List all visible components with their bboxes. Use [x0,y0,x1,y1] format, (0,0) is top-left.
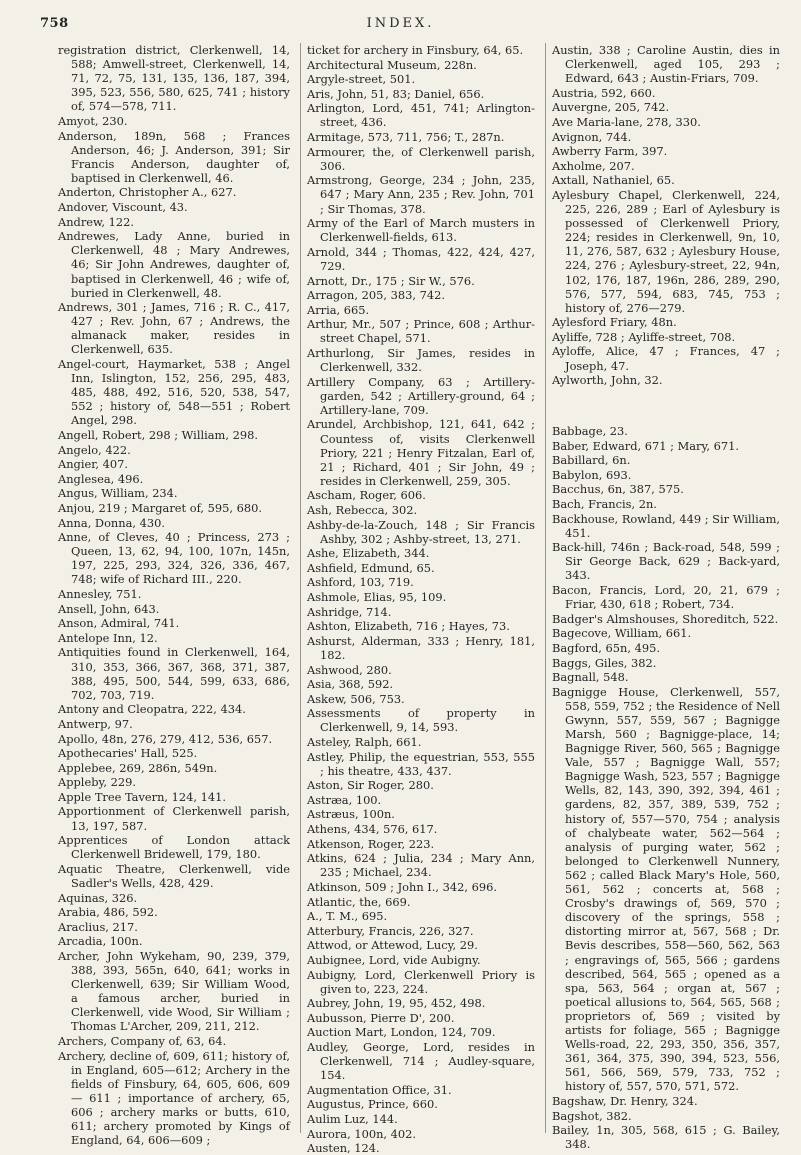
index-entry: Ayloffe, Alice, 47 ; Frances, 47 ; Joseph, 47. [552,344,781,373]
index-entry: Astley, Philip, the equestrian, 553, 555 ; his theatre, 433, 437. [306,749,535,778]
index-entry: Apple Tree Tavern, 124, 141. [58,789,227,804]
index-entry: Angus, William, 234. [58,486,178,501]
index-entry: Bagnall, 548. [552,670,629,685]
index-entry: Augmentation Office, 31. [306,1082,452,1097]
index-entry: Babbage, 23. [552,424,628,439]
index-entry: Bailey, 1n, 305, 568, 615 ; G. Bailey, 348. [552,1123,781,1152]
index-entry: Antiquities found in Clerkenwell, 164, 310, 353, 366, 367, 368, 371, 387, 388, 495, 500, 544, 599, 633, 686, 702, 703, 719. [58,645,290,702]
index-entry: Anson, Admiral, 741. [58,616,180,631]
index-entry: Anne, of Cleves, 40 ; Princess, 273 ; Queen, 13, 62, 94, 100, 107n, 145n, 197, 225, 293, 324, 326, 336, 467, 748; wife of Richard III., 220. [58,530,290,587]
index-entry: Ansell, John, 643. [58,601,160,616]
index-entry: Attwod, or Attewod, Lucy, 29. [306,938,478,953]
index-entry: Archers, Company of, 63, 64. [58,1033,227,1048]
index-entry: Anderson, 189n, 568 ; Frances Anderson, 46; J. Anderson, 391; Sir Francis Anderson, daughter of, baptised in Clerkenwell, 46. [58,128,290,185]
index-entry: Austin, 338 ; Caroline Austin, dies in Clerkenwell, aged 105, 293 ; Edward, 643 ; Austin-Friars, 709. [552,43,781,86]
index-entry: Armstrong, George, 234 ; John, 235, 647 ; Mary Ann, 235 ; Rev. John, 701 ; Sir Thomas, 378. [306,173,535,216]
index-entry: Ascham, Roger, 606. [306,488,426,503]
index-entry: Aston, Sir Roger, 280. [306,778,434,793]
index-entry: Ashe, Elizabeth, 344. [306,546,430,561]
index-entry: Anna, Donna, 430. [58,515,165,530]
index-entry: Angier, 407. [58,457,129,472]
index-entry: Atkins, 624 ; Julia, 234 ; Mary Ann, 235 ; Michael, 234. [306,851,535,880]
index-entry: Antwerp, 97. [58,716,133,731]
index-entry: Austen, 124. [306,1141,380,1155]
index-entry: Amyot, 230. [58,113,128,128]
index-entry: Aylesford Friary, 48n. [552,315,677,330]
index-entry: Andrew, 122. [58,214,135,229]
index-entry: Armourer, the, of Clerkenwell parish, 306. [306,144,535,173]
index-entry: Arthurlong, Sir James, resides in Clerkenwell, 332. [306,345,535,375]
index-entry: Aquinas, 326. [58,890,138,905]
index-entry: Artillery Company, 63 ; Artillery-garden, 542 ; Artillery-ground, 64 ; Artillery-lane, 709. [306,374,535,417]
index-entry: Aubusson, Pierre D', 200. [306,1010,455,1025]
index-entry: Angelo, 422. [58,442,131,457]
index-entry: Anglesea, 496. [58,471,144,486]
index-entry: Babillard, 6n. [552,453,631,468]
index-entry: Baggs, Giles, 382. [552,655,657,670]
index-entry: Bagecove, William, 661. [552,626,692,641]
index-entry: Apportionment of Clerkenwell parish, 13, 197, 587. [58,804,290,833]
index-entry: Araclius, 217. [58,919,138,934]
index-entry: A., T. M., 695. [306,909,388,924]
index-entry: Annesley, 751. [58,587,142,602]
index-entry: Babylon, 693. [552,467,632,482]
index-entry: Arria, 665. [306,302,370,317]
page-header [0,0,801,40]
index-entry: Arragon, 205, 383, 742. [306,288,445,303]
index-column-middle [300,43,535,1155]
index-entry: Ashby-de-la-Zouch, 148 ; Sir Francis Ashby, 302 ; Ashby-street, 13, 271. [306,517,535,546]
index-entry: Armitage, 573, 711, 756; T., 287n. [306,130,505,145]
index-entry: Atlantic, the, 669. [306,894,411,909]
index-entry: Aylworth, John, 32. [552,373,663,388]
index-entry: Back-hill, 746n ; Back-road, 548, 599 ; Sir George Back, 629 ; Back-yard, 343. [552,540,781,583]
index-entry: Ash, Rebecca, 302. [306,503,418,517]
index-entry: registration district, Clerkenwell, 14, 588; Amwell-street, Clerkenwell, 14, 71, 72, 75, 131, 135, 136, 187, 394, 395, 523, 556, 580, 625, 741 ; history of, 574—578, 711. [58,43,290,114]
index-entry: Arcadia, 100n. [58,934,143,949]
index-entry: Applebee, 269, 286n, 549n. [58,760,218,775]
index-entry: Atkinson, 509 ; John I., 342, 696. [306,879,497,894]
index-entry: Bach, Francis, 2n. [552,497,657,511]
index-entry: Andover, Viscount, 43. [58,200,188,215]
index-entry: Assessments of property in Clerkenwell, 9, 14, 593. [306,706,535,735]
index-entry: Bagford, 65n, 495. [552,640,660,655]
index-entry: Aylesbury Chapel, Clerkenwell, 224, 225, 226, 289 ; Earl of Aylesbury is possessed of Clerkenwell Priory, 224; resides in Clerkenwell, 9n, 10, 11, 276, 587, 632 ; Aylesbury House, 224, 276 ; Aylesbury-street, 22, 94n, 102, 176, 187, 196n, 286, 289, 290, 576, 577, 594, 683, 745, 753 ; history of, 276—279. [552,187,781,315]
index-entry: Bacon, Francis, Lord, 20, 21, 679 ; Friar, 430, 618 ; Robert, 734. [552,583,781,612]
index-entry: Austria, 592, 660. [552,85,656,100]
index-entry: Aris, John, 51, 83; Daniel, 656. [306,86,485,101]
index-entry: Baber, Edward, 671 ; Mary, 671. [552,438,739,453]
index-entry: Antony and Cleopatra, 222, 434. [58,702,246,717]
index-entry: Audley, George, Lord, resides in Clerkenwell, 714 ; Audley-square, 154. [306,1039,535,1083]
index-entry: Apollo, 48n, 276, 279, 412, 536, 657. [58,731,273,746]
index-entry: Aubigny, Lord, Clerkenwell Priory is given to, 223, 224. [306,967,535,996]
index-entry: Antelope Inn, 12. [58,630,158,645]
index-entry: Aubignee, Lord, vide Aubigny. [306,952,481,967]
index-entry: Anjou, 219 ; Margaret of, 595, 680. [58,501,262,515]
index-entry: Ayliffe, 728 ; Ayliffe-street, 708. [552,329,736,344]
index-entry: Andrewes, Lady Anne, buried in Clerkenwell, 48 ; Mary Andrewes, 46; Sir John Andrewes, daughter of, baptised in Clerkenwell, 46 ; wife of, buried in Clerkenwell, 48. [58,229,290,300]
running-head: INDEX. [366,16,435,31]
index-entry: Ashmole, Elias, 95, 109. [306,590,447,605]
index-entry: Angel-court, Haymarket, 538 ; Angel Inn, Islington, 152, 256, 295, 483, 485, 488, 492, 516, 520, 538, 547, 552 ; history of, 548—551 ; Robert Angel, 298. [58,357,290,428]
index-entry: Angell, Robert, 298 ; William, 298. [58,428,258,443]
index-entry: Axholme, 207. [552,158,635,173]
index-entry: Arnott, Dr., 175 ; Sir W., 576. [306,273,475,288]
index-column-right [545,43,781,1152]
index-entry: Ashton, Elizabeth, 716 ; Hayes, 73. [306,619,510,634]
index-entry: Ashurst, Alderman, 333 ; Henry, 181, 182. [306,633,535,662]
index-entry: Argyle-street, 501. [306,72,416,87]
index-entry: Ashford, 103, 719. [306,575,414,590]
index-entry: Ashfield, Edmund, 65. [306,560,435,575]
index-entry: Aurora, 100n, 402. [306,1126,417,1141]
index-columns [58,43,781,1155]
index-entry: Arthur, Mr., 507 ; Prince, 608 ; Arthur-street Chapel, 571. [306,317,535,346]
index-entry: Arlington, Lord, 451, 741; Arlington-street, 436. [306,101,535,130]
index-entry: Archery, decline of, 609, 611; history of, in England, 605—612; Archery in the fields of Finsbury, 64, 605, 606, 609 — 611 ; importance of archery, 65, 606 ; archery marks or butts, 610, 611; archery promoted by Kings of England, 64, 606—609 ; [58,1048,290,1148]
index-entry: Bacchus, 6n, 387, 575. [552,482,684,497]
index-entry: Astræa, 100. [306,792,382,807]
index-entry: Badger's Almshouses, Shoreditch, 522. [552,611,779,626]
index-entry: Asteley, Ralph, 661. [306,735,422,749]
index-entry: Askew, 506, 753. [306,691,405,706]
index-entry: Appleby, 229. [58,775,137,790]
index-entry: Architectural Museum, 228n. [306,57,477,72]
index-entry: Auction Mart, London, 124, 709. [306,1025,496,1040]
index-entry: Auvergne, 205, 742. [552,100,670,115]
index-entry: Aubrey, John, 19, 95, 452, 498. [306,996,486,1011]
index-entry: Athens, 434, 576, 617. [306,822,438,837]
index-entry: Backhouse, Rowland, 449 ; Sir William, 451. [552,511,781,540]
index-entry: Andrews, 301 ; James, 716 ; R. C., 417, 427 ; Rev. John, 67 ; Andrews, the almanack maker, resides in Clerkenwell, 635. [58,300,290,357]
section-gap [552,399,780,413]
index-entry: Ashwood, 280. [306,662,392,677]
index-column-left [58,43,290,1148]
index-entry: Arundel, Archbishop, 121, 641, 642 ; Countess of, visits Clerkenwell Priory, 221 ; Henry Fitzalan, Earl of, 21 ; Richard, 401 ; Sir John, 49 ; resides in Clerkenwell, 259, 305. [306,417,535,488]
index-entry: Bagnigge House, Clerkenwell, 557, 558, 559, 752 ; the Residence of Nell Gwynn, 557, 559, 567 ; Bagnigge Marsh, 560 ; Bagnigge-place, 14; Bagnigge River, 560, 565 ; Bagnigge Vale, 557 ; Bagnigge Wall, 557; Bagnigge Wash, 523, 557 ; Bagnigge Wells, 82, 143, 390, 392, 394, 461 ; gardens, 82, 357, 389, 539, 752 ; history of, 557—570, 754 ; analysis of chalybeate water, 562—564 ; analysis of purging water, 562 ; belonged to Clerkenwell Nunnery, 562 ; called Black Mary's Hole, 560, 561, 562 ; concerts at, 568 ; Crosby's drawings of, 569, 570 ; discovery of the springs, 558 ; distorting mirror at, 567, 568 ; Dr. Bevis describes, 558—560, 562, 563 ; engravings of, 565, 566 ; gardens described, 564, 565 ; opened as a spa, 563, 564 ; organ at, 567 ; poetical allusions to, 564, 565, 568 ; proprietors of, 569 ; visited by artists for foliage, 565 ; Bagnigge Wells-road, 22, 293, 350, 356, 357, 361, 364, 375, 390, 394, 523, 556, 561, 566, 569, 579, 733, 752 ; history of, 557, 570, 571, 572. [552,684,781,1094]
index-entry: Ave Maria-lane, 278, 330. [552,114,701,129]
index-entry: Bagshaw, Dr. Henry, 324. [552,1093,698,1108]
index-entry: Ashridge, 714. [306,604,392,619]
index-entry: Apothecaries' Hall, 525. [58,746,198,761]
index-entry: ticket for archery in Finsbury, 64, 65. [306,43,524,57]
index-entry: Avignon, 744. [552,129,632,144]
index-entry: Augustus, Prince, 660. [306,1097,438,1112]
index-entry: Aulim Luz, 144. [306,1111,398,1126]
index-entry: Army of the Earl of March musters in Clerkenwell-fields, 613. [306,216,535,245]
page-number: 758 [40,16,69,31]
index-entry: Apprentices of London attack Clerkenwell Bridewell, 179, 180. [58,833,290,862]
index-entry: Archer, John Wykeham, 90, 239, 379, 388, 393, 565n, 640, 641; works in Clerkenwell, 639; Sir William Wood, a famous archer, buried in Clerkenwell, vide Wood, Sir William ; Thomas L'Archer, 209, 211, 212. [58,948,290,1034]
index-entry: Arabia, 486, 592. [58,905,158,920]
index-entry: Arnold, 344 ; Thomas, 422, 424, 427, 729. [306,244,535,273]
index-entry: Astræus, 100n. [306,807,395,822]
index-entry: Asia, 368, 592. [306,677,394,692]
index-entry: Axtall, Nathaniel, 65. [552,173,675,188]
index-entry: Atkenson, Roger, 223. [306,836,435,851]
index-entry: Awberry Farm, 397. [552,144,668,159]
index-entry: Atterbury, Francis, 226, 327. [306,923,474,938]
index-entry: Bagshot, 382. [552,1108,632,1123]
index-entry: Anderton, Christopher A., 627. [58,185,237,200]
index-entry: Aquatic Theatre, Clerkenwell, vide Sadler's Wells, 428, 429. [58,861,290,890]
